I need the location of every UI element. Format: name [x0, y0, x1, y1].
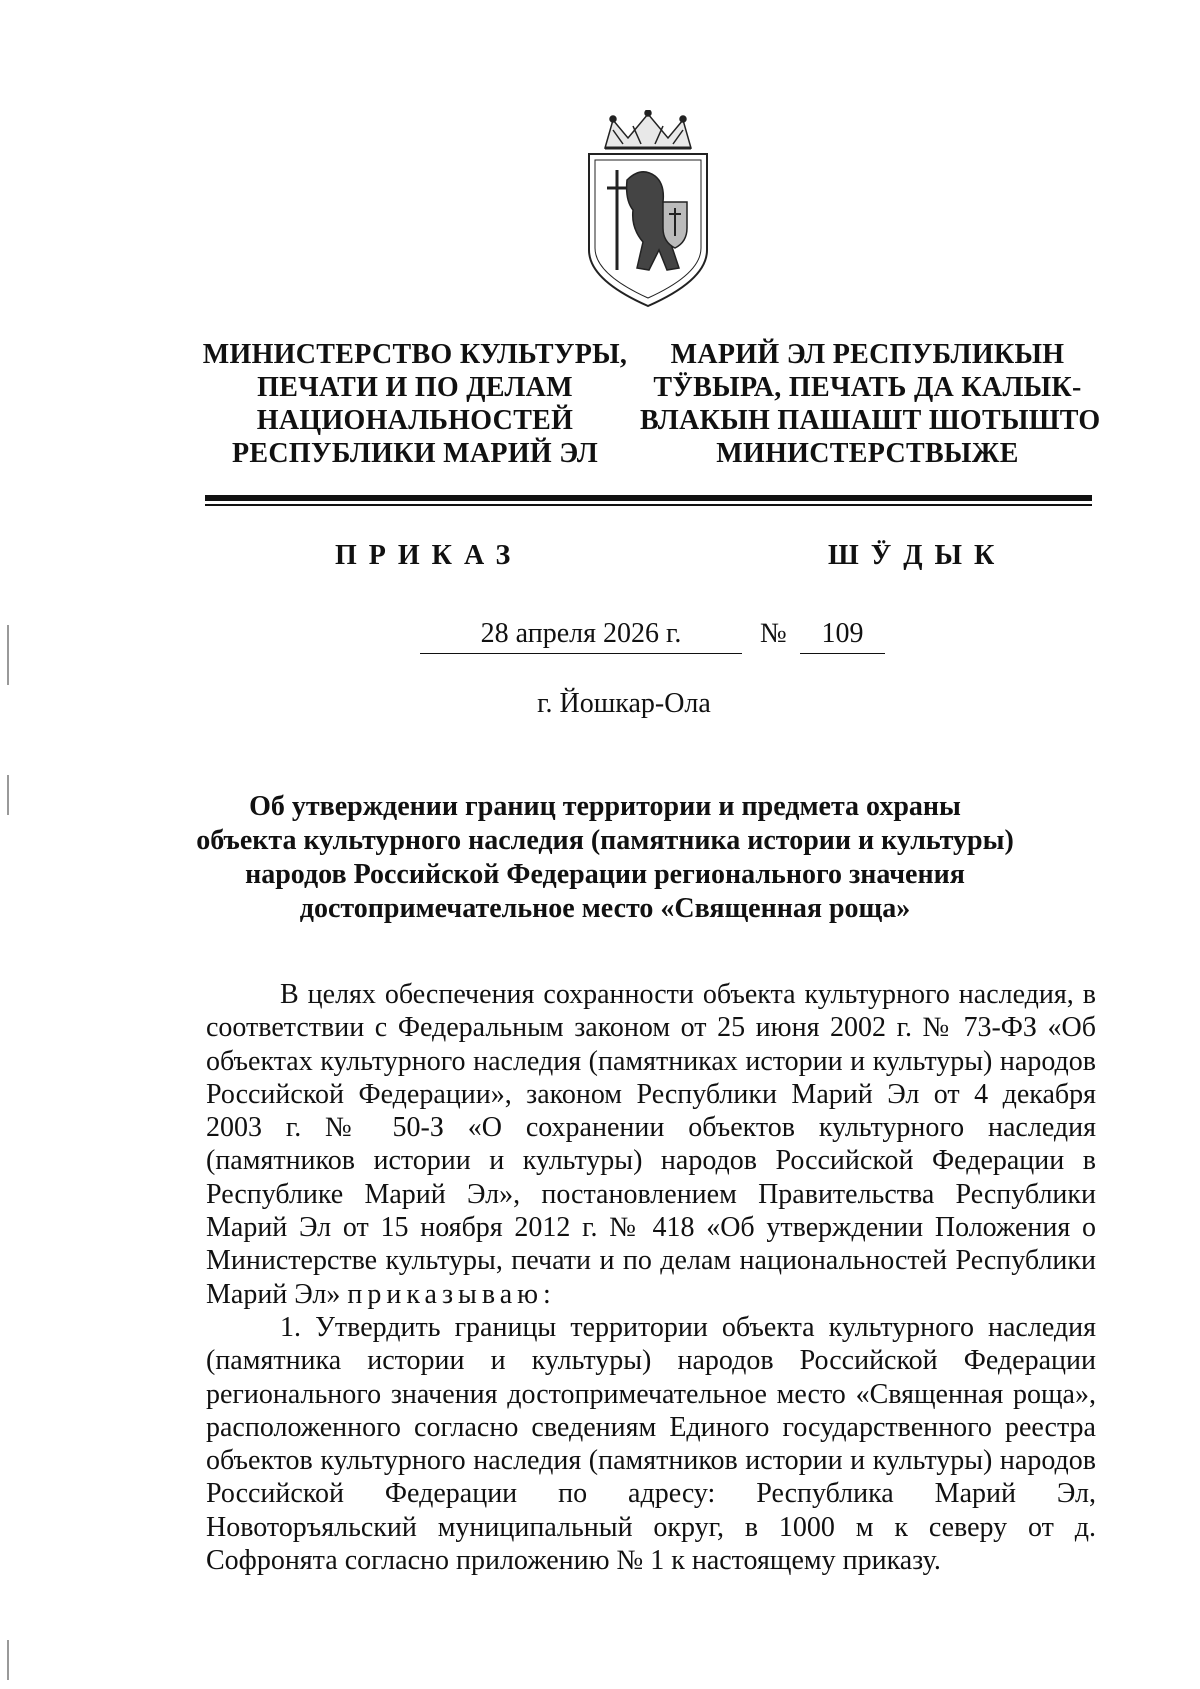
ministry-name-russian: [195, 338, 635, 470]
header-divider-thick: [205, 495, 1092, 501]
header-right-line: МАРИЙ ЭЛ РЕСПУБЛИКЫН: [670, 339, 1065, 370]
header-right-line: МИНИСТЕРСТВЫЖЕ: [716, 438, 1019, 469]
header-left-line: МИНИСТЕРСТВО КУЛЬТУРЫ,: [202, 339, 628, 370]
scan-margin-mark: [7, 625, 9, 685]
title-line: достопримечательное место «Священная роща»: [299, 893, 911, 924]
order-number: 109: [800, 618, 885, 654]
command-word: приказываю:: [347, 1278, 556, 1310]
title-line: народов Российской Федерации регионального значения: [245, 859, 965, 890]
order-date: 28 апреля 2026 г.: [420, 618, 742, 654]
title-line: объекта культурного наследия (памятника истории и культуры): [196, 825, 1014, 856]
order-title-mari: ШӰДЫК: [828, 540, 1007, 571]
header-right-line: ВЛАКЫН ПАШАШТ ШОТЫШТО: [640, 405, 1101, 436]
header-divider-thin: [205, 504, 1092, 506]
scan-margin-mark: [7, 775, 9, 815]
header-left-line: РЕСПУБЛИКИ МАРИЙ ЭЛ: [232, 438, 598, 469]
preamble-text: В целях обеспечения сохранности объекта культурного наследия, в соответствии с Федеральным законом от 25 июня 2002 г. № 73-ФЗ «Об объектах культурного наследия (памятниках истории и культуры) народов Российской Федерации», законом Республики Марий Эл от 4 декабря 2003 г. № 50-З «О сохранении объектов культурного наследия (памятников истории и культуры) народов Российской Федерации в Республике Марий Эл», постановлением Правительства Республики Марий Эл от 15 ноября 2012 г. № 418 «Об утверждении Положения о Министерстве культуры, печати и по делам национальностей Республики Марий Эл»: [206, 979, 1096, 1310]
ministry-name-mari: [640, 338, 1101, 470]
scan-margin-mark: [7, 1640, 9, 1680]
coat-of-arms-emblem: [583, 110, 713, 310]
order-title-russian: ПРИКАЗ: [335, 540, 523, 571]
document-title: [180, 790, 1030, 926]
number-label: №: [760, 618, 787, 649]
document-body: [206, 978, 1096, 1577]
paragraph-preamble: [206, 978, 1096, 1311]
header-left-line: НАЦИОНАЛЬНОСТЕЙ: [256, 405, 574, 436]
city: г. Йошкар-Ола: [537, 688, 711, 719]
title-line: Об утверждении границ территории и предмета охраны: [249, 791, 961, 822]
header-left-line: ПЕЧАТИ И ПО ДЕЛАМ: [257, 372, 573, 403]
paragraph-item-1: 1. Утвердить границы территории объекта культурного наследия (памятника истории и культуры) народов Российской Федерации регионального значения достопримечательное место «Священная роща», расположенного согласно сведениям Единого государственного реестра объектов культурного наследия (памятников истории и культуры) народов Российской Федерации по адресу: Республика Марий Эл, Новоторъяльский муниципальный округ, в 1000 м к северу от д. Софронята согласно приложению № 1 к настоящему приказу.: [206, 1311, 1096, 1577]
header-right-line: ТӰВЫРА, ПЕЧАТЬ ДА КАЛЫК-: [653, 372, 1082, 403]
